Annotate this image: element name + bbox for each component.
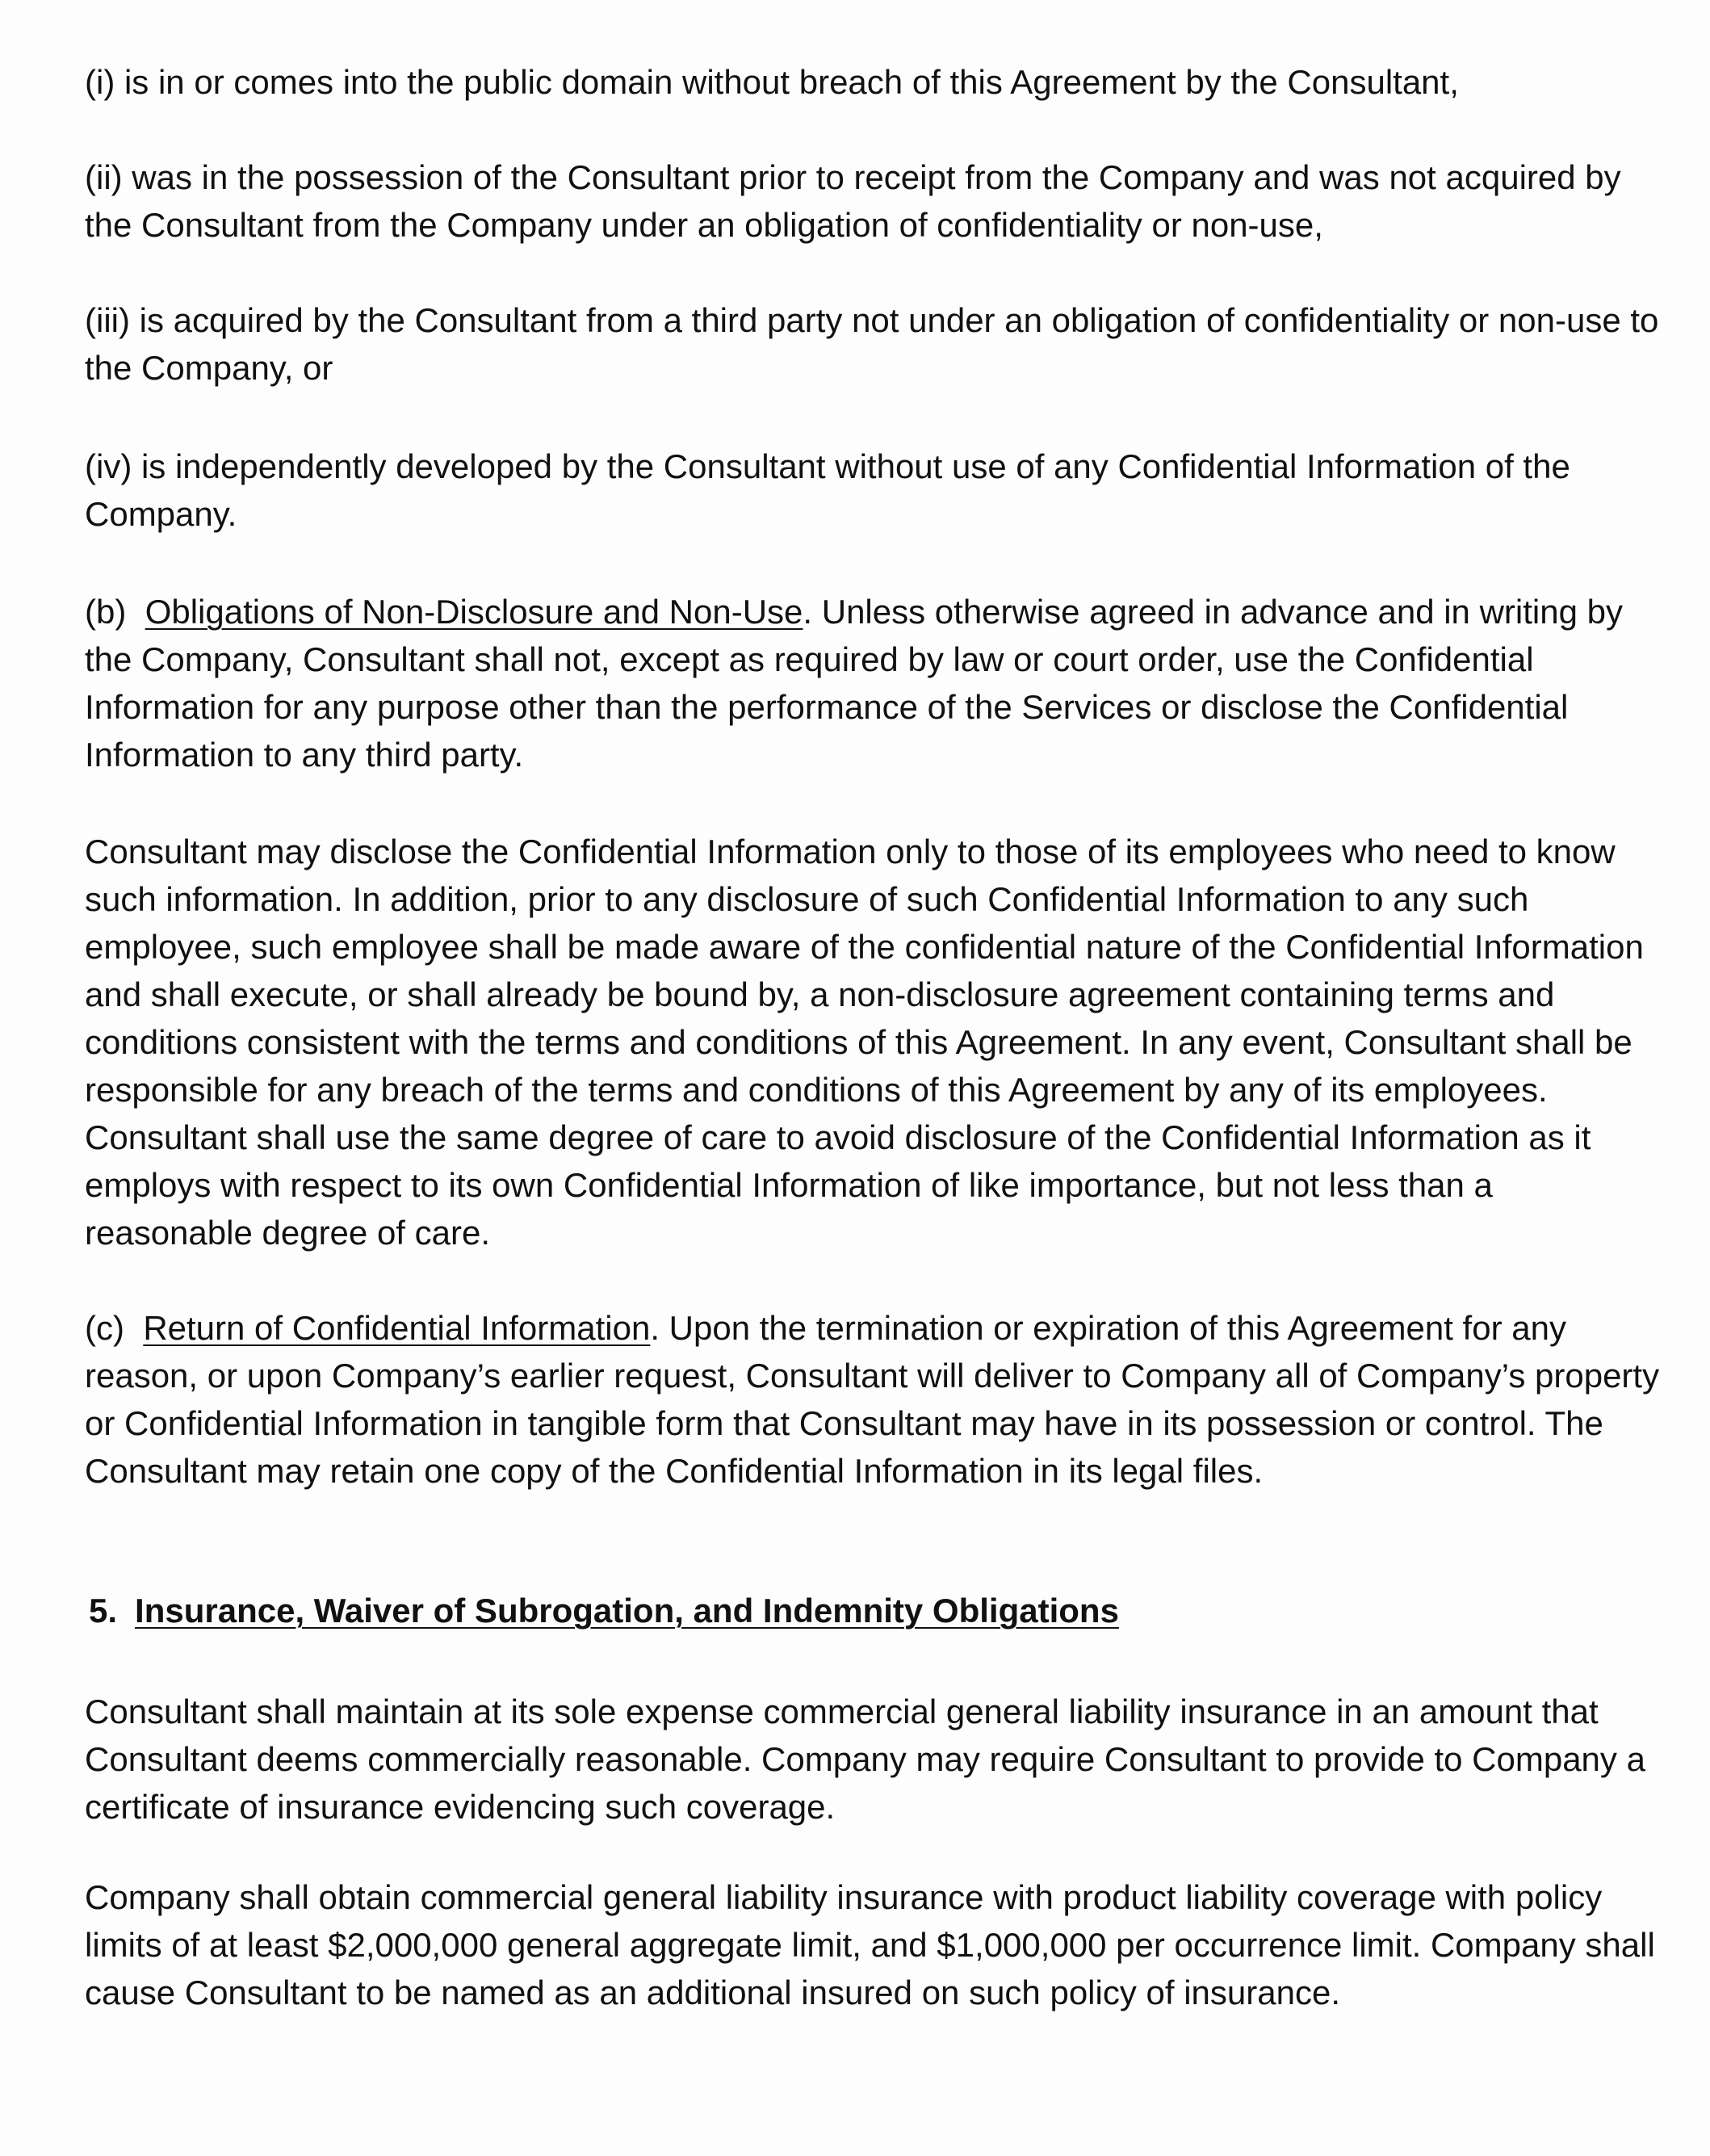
section-5-paragraph-2: Company shall obtain commercial general liability insurance with product liability coverage with policy limits of at least $2,000,000 general aggregate limit, and $1,000,000 per occurrence limit. Company shall cause Consultant to be named as an additional insured on such policy of insurance. (85, 1878, 1655, 2011)
section-5-heading (89, 1587, 1623, 1634)
item-iv: (iv) is independently developed by the Consultant without use of any Confidential Information of the Company. (85, 447, 1570, 533)
section-5-number: 5. (89, 1592, 118, 1630)
section-b-label: (b) (85, 593, 127, 631)
item-ii: (ii) was in the possession of the Consultant prior to receipt from the Company and was not acquired by the Consultant from the Company under an obligation of confidentiality or non-use, (85, 158, 1621, 244)
section-c-title: Return of Confidential Information (143, 1309, 651, 1347)
section-c-label: (c) (85, 1309, 124, 1347)
section-c-text: . Upon the termination or expiration of this Agreement for any reason, or upon Company’s earlier request, Consultant will deliver to Company all of Company’s property or Confidential Information in tangible form that Consultant may have in its possession or control. The Consultant may retain one copy of the Confidential Information in its legal files. (85, 1309, 1660, 1490)
section-b-paragraph-2: Consultant may disclose the Confidential Information only to those of its employees who need to know such information. In addition, prior to any disclosure of such Confidential Information to any such employee, such employee shall be made aware of the confidential nature of the Confidential Information and shall execute, or shall already be bound by, a non-disclosure agreement containing terms and conditions consistent with the terms and conditions of this Agreement. In any event, Consultant shall be responsible for any breach of the terms and conditions of this Agreement by any of its employees. Consultant shall use the same degree of care to avoid disclosure of the Confidential Information as it employs with respect to its own Confidential Information of like importance, but not less than a reasonable degree of care. (85, 833, 1644, 1252)
item-i: (i) is in or comes into the public domain without breach of this Agreement by the Consultant, (85, 63, 1459, 101)
item-iii: (iii) is acquired by the Consultant from a third party not under an obligation of confidentiality or non-use to the Company, or (85, 301, 1659, 387)
section-5-title: Insurance, Waiver of Subrogation, and Indemnity Obligations (135, 1592, 1119, 1630)
section-b-text: . Unless otherwise agreed in advance and in writing by the Company, Consultant shall not, except as required by law or court order, use the Confidential Information for any purpose other than the performance of the Services or disclose the Confidential Information to any third party. (85, 593, 1623, 774)
section-b-title: Obligations of Non-Disclosure and Non-Use (145, 593, 803, 631)
section-b-paragraph (85, 588, 1667, 778)
section-c-paragraph (85, 1304, 1667, 1495)
section-5-paragraph-1: Consultant shall maintain at its sole expense commercial general liability insurance in an amount that Consultant deems commercially reasonable. Company may require Consultant to provide to Company a certificate of insurance evidencing such coverage. (85, 1693, 1645, 1826)
